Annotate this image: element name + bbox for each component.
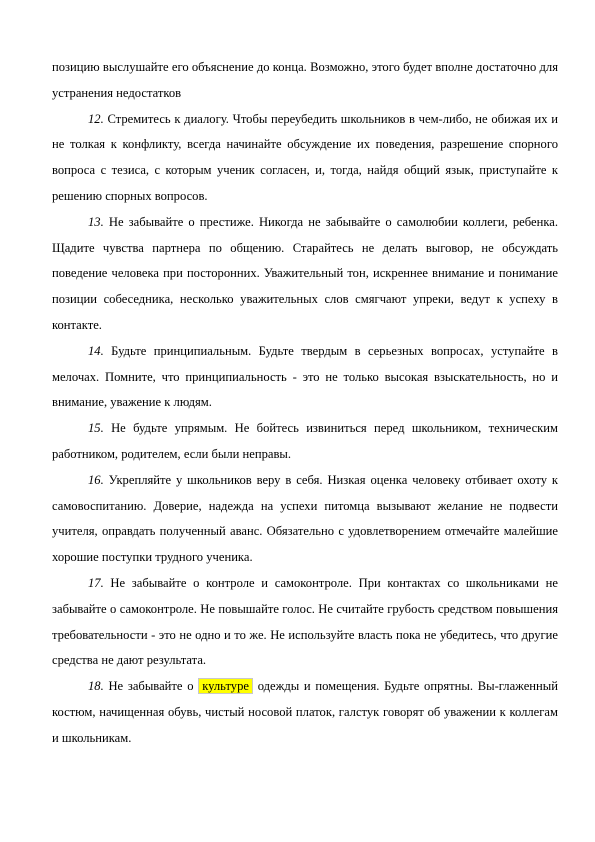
paragraph-number: 14. <box>88 343 104 358</box>
paragraph-11-continuation <box>52 55 558 107</box>
paragraph-number: 17. <box>88 575 104 590</box>
paragraph-17 <box>52 571 558 674</box>
paragraph-text: Не будьте упрямым. Не бойтесь извиниться перед школьником, техническим работником, родителем, если были неправы. <box>52 421 558 461</box>
paragraph-number: 13. <box>88 214 104 229</box>
paragraph-15 <box>52 416 558 468</box>
paragraph-text: Не забывайте о престиже. Никогда не забывайте о самолюбии коллеги, ребенка. Щадите чувства партнера по общению. Старайтесь не делать выговор, не обсуждать поведение человека при посторонних. Уважительный тон, искреннее внимание и понимание позиции собеседника, несколько уважительных слов смягчают упреки, ведут к успеху в контакте. <box>52 214 558 332</box>
paragraph-16 <box>52 468 558 571</box>
paragraph-text: Не забывайте о контроле и самоконтроле. При контактах со школьниками не забывайте о самоконтроле. Не повышайте голос. Не считайте грубость средством повышения требовательности - это не одно и то же. Не используйте власть пока не убедитесь, что другие средства не дают результата. <box>52 575 558 668</box>
paragraph-number: 15. <box>88 421 104 436</box>
paragraph-number: 16. <box>88 472 104 487</box>
paragraph-14 <box>52 339 558 416</box>
highlighted-word[interactable]: культуре <box>198 678 253 694</box>
paragraph-text: Будьте принципиальным. Будьте твердым в серьезных вопросах, уступайте в мелочах. Помните, что принципиальность - это не только высокая взыскательность, но и внимание, уважение к людям. <box>52 343 558 410</box>
document-body <box>52 55 558 752</box>
paragraph-13 <box>52 210 558 339</box>
paragraph-text-after: одежды и помещения. Будьте опрятны. Вы-глаженный костюм, начищенная обувь, чистый носовой платок, галстук говорят об уважении к коллегам и школьникам. <box>52 679 558 745</box>
paragraph-text: Укрепляйте у школьников веру в себя. Низкая оценка человеку отбивает охоту к самовоспитанию. Доверие, надежда на успехи питомца вызывают желание не подвести учителя, оправдать полученный аванс. Обязательно с удовлетворением отмечайте малейшие хорошие поступки трудного ученика. <box>52 472 558 565</box>
paragraph-number: 18. <box>88 679 104 694</box>
paragraph-text-before: Не забывайте о <box>103 679 199 694</box>
paragraph-text: Стремитесь к диалогу. Чтобы переубедить школьников в чем-либо, не обижая их и не толкая к конфликту, всегда начинайте обсуждение их поведения, разрешение спорного вопроса с тезиса, с которым ученик согласен, и, тогда, найдя общий язык, приступайте к решению спорных вопросов. <box>52 111 558 203</box>
paragraph-12 <box>52 107 558 210</box>
paragraph-text: позицию выслушайте его объяснение до конца. Возможно, этого будет вполне достаточно для устранения недостатков <box>52 60 558 100</box>
paragraph-18 <box>52 674 558 751</box>
paragraph-number: 12. <box>88 111 104 126</box>
